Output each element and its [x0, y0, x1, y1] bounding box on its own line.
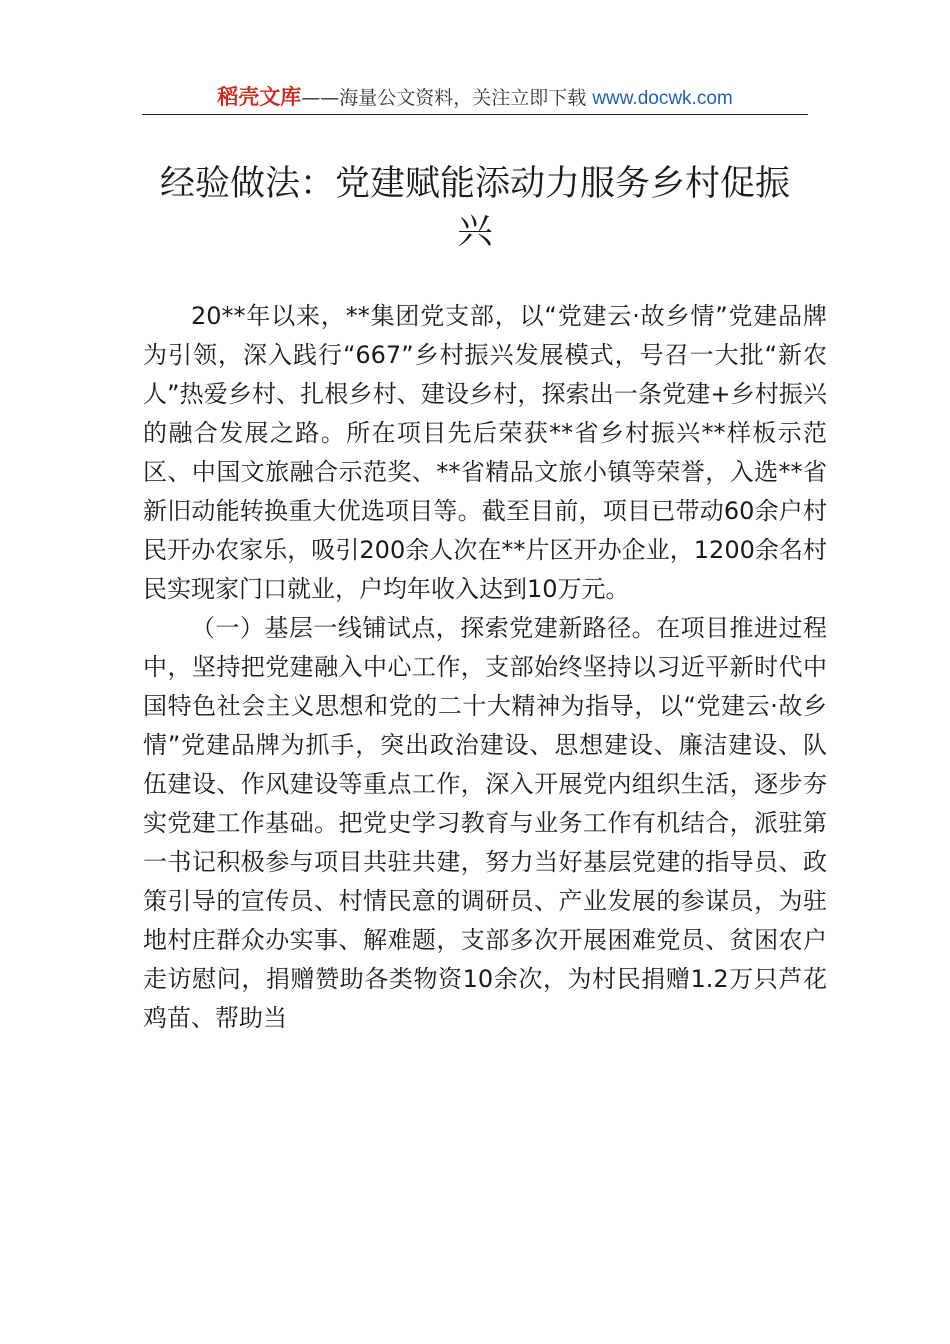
header-slogan: ——海量公文资料，关注立即下载 — [301, 87, 587, 109]
body-paragraph-intro: 20**年以来，**集团党支部，以“党建云·故乡情”党建品牌为引领，深入践行“667”乡村振兴发展模式，号召一大批“新农人”热爱乡村、扎根乡村、建设乡村，探索出一条党建+乡村振兴的融合发展之路。所在项目先后荣获**省乡村振兴**样板示范区、中国文旅融合示范奖、**省精品文旅小镇等荣誉，入选**省新旧动能转换重大优选项目等。截至目前，项目已带动60余户村民开办农家乐，吸引200余人次在**片区开办企业，1200余名村民实现家门口就业，户均年收入达到10万元。 — [143, 302, 827, 603]
document-title: 经验做法：党建赋能添动力服务乡村促振兴 — [159, 164, 790, 252]
site-link[interactable]: www.docwk.com — [592, 88, 733, 109]
header-divider — [142, 114, 808, 115]
site-header — [0, 84, 950, 112]
document-body — [143, 297, 827, 1038]
body-paragraph-section-1: （一）基层一线铺试点，探索党建新路径。在项目推进过程中，坚持把党建融入中心工作，支部始终坚持以习近平新时代中国特色社会主义思想和党的二十大精神为指导，以“党建云·故乡情”党建品牌为抓手，突出政治建设、思想建设、廉洁建设、队伍建设、作风建设等重点工作，深入开展党内组织生活，逐步夯实党建工作基础。把党史学习教育与业务工作有机结合，派驻第一书记积极参与项目共驻共建，努力当好基层党建的指导员、政策引导的宣传员、村情民意的调研员、产业发展的参谋员，为驻地村庄群众办实事、解难题，支部多次开展困难党员、贫困农户走访慰问，捐赠赞助各类物资10余次，为村民捐赠1.2万只芦花鸡苗、帮助当 — [143, 614, 827, 1032]
brand-name[interactable]: 稻壳文库 — [217, 85, 302, 109]
